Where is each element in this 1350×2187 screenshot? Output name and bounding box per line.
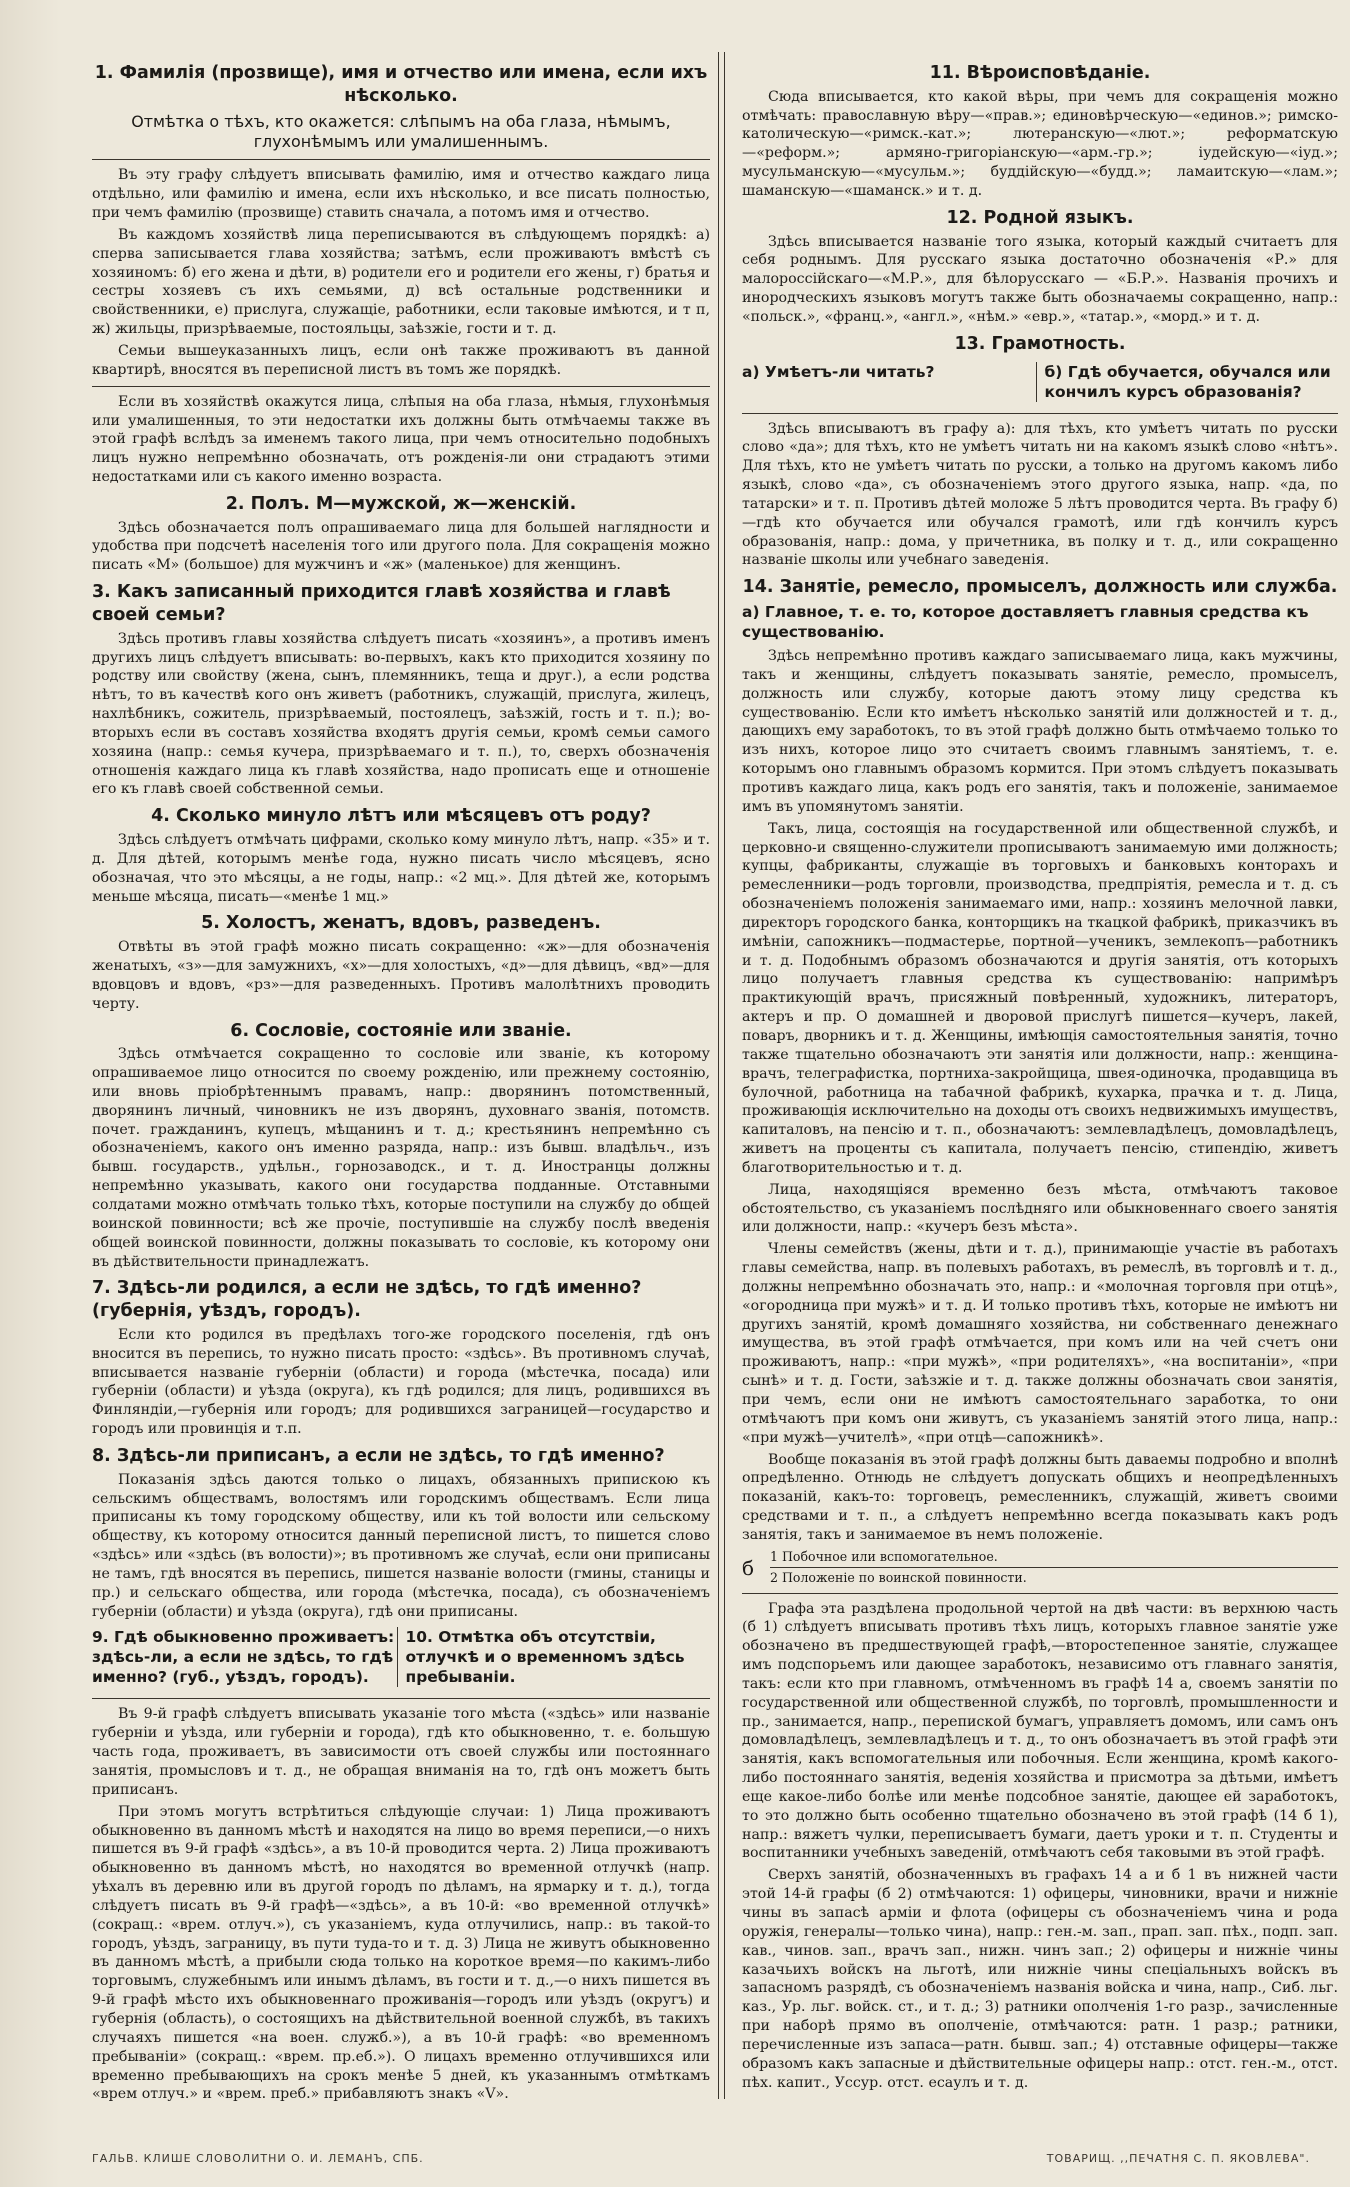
paragraph: Здѣсь непремѣнно противъ каждаго записываемаго лица, какъ мужчины, такъ и женщины, слѣдуетъ показывать занятіе, ремесло, промыселъ, должность или службу, которые даютъ этому лицу средства къ существованію. Если кто имѣетъ нѣсколько занятій или должностей и т. д., дающихъ ему заработокъ, то въ этой графѣ должно быть отмѣчаемо только то изъ нихъ, которое лицо это считаетъ своимъ главнымъ занятіемъ, т. е. которымъ оно главнымъ образомъ кормится. При этомъ слѣдуетъ показывать противъ каждаго лица, какъ родъ его занятія, такъ и положеніе, занимаемое имъ въ упомянутомъ занятіи.	[742, 648, 1338, 815]
paragraph: Здѣсь отмѣчается сокращенно то сословіе или званіе, къ которому опрашиваемое лицо относится по своему рожденію, или прежнему состоянію, или вновь пріобрѣтеннымъ правамъ, напр.: дворянинъ потомственный, дворянинъ личный, чиновникъ не изъ дворянъ, духовнаго званія, потомств. почет. гражданинъ, купецъ, мѣщанинъ и т. д.; крестьянинъ непремѣнно съ обозначеніемъ, какого онъ именно разряда, напр.: изъ бывш. владѣльч., изъ бывш. государств., удѣльн., горнозаводск., и т. д. Иностранцы должны непремѣнно указывать, какого они государства подданные. Отставными солдатами можно отмѣчать только тѣхъ, которые поступили на службу до общей воинской повинности; всѣ же прочіе, поступившіе на службу послѣ введенія общей воинской повинности, должны показывать то сословіе, къ которому они въ дѣйствительности принадлежатъ.	[92, 1046, 710, 1270]
column-divider	[718, 52, 719, 2099]
paragraph: Сюда вписывается, кто какой вѣры, при чемъ для сокращенія можно отмѣчать: православную вѣру—«прав.»; единовѣрческую—«единов.»; римско-католическую—«римск.-кат.»; лютеранскую—«лют.»; реформатскую—«реформ.»; армяно-григоріанскую—«арм.-гр.»; іудейскую—«іуд.»; мусульманскую—«мусульм.»; буддійскую—«будд.»; ламаитскую—«лам.»; шаманскую—«шаманск.» и т. д.	[742, 88, 1338, 199]
left-column	[92, 56, 710, 2127]
section-heading-13a: а) Умѣетъ-ли читать?	[742, 362, 935, 381]
paragraph: Сверхъ занятій, обозначенныхъ въ графахъ 14 а и б 1 въ нижней части этой 14-й графы (б 2) отмѣчаются: 1) офицеры, чиновники, врачи и нижніе чины въ запасѣ арміи и флота (офицеры съ обозначеніемъ чина и рода оружія, генералы—только чина), напр.: ген.-м. зап., прап. зап. пѣх., подп. зап. кав., чинов. зап., врачъ зап., нижн. чинъ зап.; 2) офицеры и нижніе чины казачьихъ войскъ на льготѣ, или нижніе чины спеціальныхъ войскъ въ запасномъ разрядѣ, съ обозначеніемъ названія войска и чина, напр., Сиб. льг. каз., Ур. льг. войск. ст., и т. д.; 3) ратники ополченія 1-го разр., зачисленные при наборѣ прямо въ ополченіе, отмѣчаются: ратн. 1 разр.; ратники, перечисленные изъ запаса—ратн. бывш. зап.; 4) отставные офицеры—также образомъ какъ запасные и дѣйствительные офицеры напр.: отст. ген.-м., отст. пѣх. капит., Уссур. отст. есаулъ и т. д.	[742, 1867, 1338, 2091]
paragraph: Если кто родился въ предѣлахъ того-же городского поселенія, гдѣ онъ вносится въ перепись, то нужно писать просто: «здѣсь». Въ противномъ случаѣ, вписывается названіе губерніи (области) и города (мѣстечка, посада) или губерніи (области) и уѣзда (округа), къ гдѣ родился; для лицъ, родившихся въ Финляндіи,—губернія или городъ; для родившихся заграницей—государство и городъ или провинція и т.п.	[92, 1326, 710, 1438]
rule	[742, 1593, 1338, 1594]
printer-credit-right: ТОВАРИЩ. ,,ПЕЧАТНЯ С. П. ЯКОВЛЕВА".	[1046, 2152, 1310, 2165]
paragraph: Семьи вышеуказанныхъ лицъ, если онѣ также проживаютъ въ данной квартирѣ, вносятся въ переписной листъ въ томъ же порядкѣ.	[92, 342, 710, 378]
section-heading-6: 6. Сословіе, состояніе или званіе.	[230, 1020, 572, 1041]
paragraph: Здѣсь противъ главы хозяйства слѣдуетъ писать «хозяинъ», а противъ именъ другихъ лицъ слѣдуетъ вписывать: во-первыхъ, какъ кто приходится хозяину по родству или свойству (жена, сынъ, племянникъ, теща и друг.), а если родства нѣтъ, то въ качествѣ кого онъ живетъ (работникъ, служащій, прислуга, жилецъ, нахлѣбникъ, сожитель, призрѣваемый, постоялецъ, заѣзжій, гость и т. п.); во-вторыхъ если въ составъ хозяйства входятъ другія семьи, кромѣ семьи самого хозяина (напр.: семья кучера, призрѣваемаго и т. п.), то, сверхъ обозначенія отношенія каждаго лица къ главѣ хозяйства, надо прописать еще и отношеніе его къ главѣ своей собственной семьи.	[92, 630, 710, 798]
paragraph: Такъ, лица, состоящія на государственной или общественной службѣ, и церковно-и священно-служители прописываютъ занимаемую ими должность; купцы, фабриканты, служащіе въ торговыхъ и банковыхъ конторахъ и ремесленники—родъ торговли, производства, предпріятія, ремесла и т. д. съ обозначеніемъ положенія занимаемаго ими, напр.: хозяинъ мелочной лавки, директоръ городского банка, конторщикъ на ткацкой фабрикѣ, приказчикъ въ имѣніи, сапожникъ—подмастерье, портной—ученикъ, землекопъ—работникъ и т. д. Подобнымъ образомъ обозначаются и другія занятія, отъ которыхъ лицо получаетъ главныя средства къ существованію: напримѣръ практикующій врачъ, присяжный повѣренный, художникъ, литераторъ, актеръ и пр. О домашней и дворовой прислугѣ пишется—кучеръ, лакей, поваръ, дворникъ и т. д. Женщины, имѣющія самостоятельныя занятія, точно также тщательно обозначаютъ эти занятія или должности, напр.: женщина-врачъ, телеграфистка, портниха-закройщица, швея-одиночка, продавщица въ булочной, работница на табачной фабрикѣ, кухарка, прачка и т. д. Лица, проживающія исключительно на доходы отъ своихъ недвижимыхъ имуществъ, капиталовъ, на пенсію и т. п., обозначаютъ: землевладѣлецъ, домовладѣлецъ, живетъ на проценты съ капитала, получаетъ пенсію, стипендію, живетъ благотворительностью и т. д.	[742, 820, 1338, 1176]
paragraph: При этомъ могутъ встрѣтиться слѣдующіе случаи: 1) Лица проживаютъ обыкновенно въ данномъ мѣстѣ и находятся на лицо во время переписи,—о нихъ пишется въ 9-й графѣ «здѣсь», а въ 10-й проводится черта. 2) Лица проживаютъ обыкновенно въ данномъ мѣстѣ, но находятся во временной отлучкѣ (напр. уѣхалъ въ деревню или въ другой городъ по дѣламъ, на ярмарку и т. д.), тогда слѣдуетъ писать въ 9-й графѣ—«здѣсь», а въ 10-й: «во временной отлучкѣ» (сокращ.: «врем. отлуч.»), съ указаніемъ, куда отлучились, напр.: въ такой-то городъ, уѣздъ, заграницу, въ пути туда-то и т. д. 3) Лица не живутъ обыкновенно въ данномъ мѣстѣ, а прибыли сюда только на короткое время—по какимъ-либо торговымъ, служебнымъ или инымъ дѣламъ, въ гости и т. д.,—о нихъ пишется въ 9-й графѣ мѣсто ихъ обыкновеннаго проживанія—городъ или уѣздъ (округъ) и губернія (область), о состоящихъ на дѣйствительной военной службѣ, въ такихъ случаяхъ пишется «на воен. служб.»), а въ 10-й графѣ: «во временномъ пребываніи» (сокращ.: «врем. пр.еб.»). О лицахъ временно отлучившихся или временно пребывающихъ на срокъ менѣе 5 дней, къ указаннымъ отмѣткамъ «врем отлуч.» и «врем. преб.» прибавляютъ знакъ «V».	[92, 1803, 710, 2103]
printer-credit-left: ГАЛЬВ. КЛИШЕ СЛОВОЛИТНИ О. И. ЛЕМАНЪ, СПБ.	[92, 2152, 424, 2165]
paragraph: Лица, находящіяся временно безъ мѣста, отмѣчаютъ таковое обстоятельство, съ указаніемъ послѣдняго или обыкновеннаго своего занятія или должности, напр.: «кучеръ безъ мѣста».	[742, 1181, 1338, 1236]
subsection-14b-header	[742, 1549, 1338, 1587]
section-heading-13b: б) Гдѣ обучается, обучался или кончилъ курсъ образованія?	[1036, 362, 1339, 402]
column-divider	[724, 52, 725, 2099]
section-heading-5: 5. Холостъ, женатъ, вдовъ, разведенъ.	[201, 913, 601, 934]
paragraph: Члены семействъ (жены, дѣти и т. д.), принимающіе участіе въ работахъ главы семейства, напр. въ полевыхъ работахъ, въ ремеслѣ, въ торговлѣ и т. д., должны непремѣнно обозначать это, напр.: и «молочная торговля при отцѣ», «огородница при мужѣ» и т. д. И только противъ тѣхъ, которые не имѣютъ ни другихъ занятій, кромѣ домашняго хозяйства, ни собственнаго денежнаго имущества, въ этой графѣ отмѣчается, при комъ или на чей счетъ они проживаютъ, напр.: «при мужѣ», «при родителяхъ», «на воспитаніи», «при сынѣ» и т. д. Гости, заѣзжіе и т. д. также должны обозначать свои занятія, при чемъ, если они не имѣютъ самостоятельнаго заработка, то они отмѣчаютъ при комъ они живутъ, съ указаніемъ занятій этого лица, напр.: «при мужѣ—учителѣ», «при отцѣ—сапожникѣ».	[742, 1241, 1338, 1446]
section-heading-7: 7. Здѣсь-ли родился, а если не здѣсь, то гдѣ именно? (губернія, уѣздъ, городъ).	[92, 1278, 642, 1322]
section-heading-13: 13. Грамотность.	[954, 333, 1126, 354]
paragraph: Здѣсь вписывается названіе того языка, который каждый считаетъ для себя роднымъ. Для русскаго языка достаточно обозначенія «Р.» для малороссійскаго—«М.Р.», для бѣлорусскаго — «Б.Р.». Названія прочихъ и инородческихъ языковъ могутъ также быть обозначаемы сокращенно, напр.: «польск.», «франц.», «англ.», «нѣм.» «евр.», «татар.», «морд.» и т. д.	[742, 233, 1338, 325]
subsection-14b-line-1: 1 Побочное или вспомогательное.	[770, 1549, 1338, 1568]
paragraph: Здѣсь слѣдуетъ отмѣчать цифрами, сколько кому минуло лѣтъ, напр. «35» и т. д. Для дѣтей, которымъ менѣе года, нужно писать число мѣсяцевъ, ясно обозначая, что это мѣсяцы, а не годы, напр.: «2 мц.». Для дѣтей же, которымъ меньше мѣсяца, писать—«менѣе 1 мц.»	[92, 832, 710, 905]
subsection-14b-label: б	[742, 1555, 755, 1580]
split-heading-9-10	[92, 1624, 710, 1692]
section-heading-4: 4. Сколько минуло лѣтъ или мѣсяцевъ отъ роду?	[151, 806, 651, 827]
rule	[92, 1698, 710, 1699]
page-edge-shadow	[0, 0, 60, 2187]
section-subheading-14a: а) Главное, т. е. то, которое доставляетъ главныя средства къ существованію.	[742, 603, 1309, 642]
paragraph: Показанія здѣсь даются только о лицахъ, обязанныхъ припискою къ сельскимъ обществамъ, волостямъ или городскимъ обществамъ. Если лица приписаны къ тому городскому обществу, или къ той волости или сельскому обществу, къ которому относится данный переписной листъ, то пишется слово «здѣсь» или «здѣсь (въ волости)»; въ противномъ же случаѣ, если они приписаны не тамъ, гдѣ вносятся въ перепись, пишется названіе волости (гмины, станицы и пр.) и сельскаго общества, или города (мѣстечка, посада), съ обозначеніемъ губерніи (области) и уѣзда (округа), гдѣ они приписаны.	[92, 1471, 710, 1620]
section-heading-1: 1. Фамилія (прозвище), имя и отчество или имена, если ихъ нѣсколько.	[94, 63, 708, 106]
section-heading-14: 14. Занятіе, ремесло, промыселъ, должность или служба.	[742, 577, 1338, 598]
rule	[92, 386, 710, 387]
section-heading-3: 3. Какъ записанный приходится главѣ хозяйства и главѣ своей семьи?	[92, 582, 671, 625]
paragraph: Здѣсь вписываютъ въ графу а): для тѣхъ, кто умѣетъ читать по русски слово «да»; для тѣхъ, кто не умѣетъ читать ни на какомъ языкѣ слово «нѣтъ». Для тѣхъ, кто не умѣетъ читать по русски, а только на другомъ какомъ либо языкѣ, слово «да», съ обозначеніемъ этого другого языка, напр. «да, по татарски» и т. п. Противъ дѣтей моложе 5 лѣтъ проводится черта. Въ графу б)—гдѣ кто обучается или обучался грамотѣ, или гдѣ кончилъ курсъ образованія, напр.: дома, у причетника, въ полку и т. д., или сокращенно названіе школы или учебнаго заведенія.	[742, 420, 1338, 569]
paragraph: Въ 9-й графѣ слѣдуетъ вписывать указаніе того мѣста («здѣсь» или названіе губерніи и уѣзда, или губерніи и города), гдѣ кто обыкновенно, т. е. большую часть года, проживаетъ, въ зависимости отъ своей службы или постояннаго занятія, промысловъ и т. д., не обращая вниманія на то, гдѣ онъ можетъ быть приписанъ.	[92, 1706, 710, 1798]
paragraph: Отвѣты въ этой графѣ можно писать сокращенно: «ж»—для обозначенія женатыхъ, «з»—для замужнихъ, «х»—для холостыхъ, «д»—для дѣвицъ, «вд»—для вдовцовъ и вдовъ, «рз»—для разведенныхъ. Противъ малолѣтнихъ проводить черту.	[92, 939, 710, 1012]
paragraph: Вообще показанія въ этой графѣ должны быть даваемы подробно и вполнѣ опредѣленно. Отнюдь не слѣдуетъ допускать общихъ и неопредѣленныхъ показаній, какъ-то: торговецъ, ремесленникъ, служащій, живетъ своими средствами и т. п., а слѣдуетъ непремѣнно всегда показывать какъ родъ занятія, такъ и занимаемое въ немъ положеніе.	[742, 1451, 1338, 1543]
section-heading-2: 2. Полъ. М—мужской, ж—женскій.	[225, 493, 577, 514]
section-note-1: Отмѣтка о тѣхъ, кто окажется: слѣпымъ на оба глаза, нѣмымъ, глухонѣмымъ или умалишеннымъ.	[131, 111, 671, 152]
rule	[742, 413, 1338, 414]
subsection-14b-line-2: 2 Положеніе по воинской повинности.	[770, 1570, 1027, 1586]
paragraph: Графа эта раздѣлена продольной чертой на двѣ части: въ верхнюю часть (б 1) слѣдуетъ вписывать противъ тѣхъ лицъ, которыхъ главное занятіе уже обозначено въ предшествующей графѣ,—второстепенное занятіе, служащее имъ подспорьемъ или дающее заработокъ, независимо отъ главнаго занятія, такъ: если кто при главномъ, отмѣченномъ въ графѣ 14 а, своемъ занятіи по государственной или общественной службѣ, по торговлѣ, промышленности и пр., занимается, напр., перепиской бумагъ, управляетъ домомъ, или самъ онъ домовладѣлецъ, землевладѣлецъ и т. д., то онъ обозначаетъ въ этой графѣ эти занятія, какъ вспомогательныя или побочныя. Если женщина, кромѣ какого-либо постояннаго занятія, веденія хозяйства и присмотра за дѣтьми, имѣетъ еще какое-либо болѣе или менѣе подсобное занятіе, дающее ей заработокъ, то это должно быть особенно тщательно обозначено въ этой графѣ (14 б 1), напр.: вяжетъ чулки, переписываетъ бумаги, даетъ уроки и т. п. Студенты и воспитанники учебныхъ заведеній, отмѣчаютъ себя таковыми въ этой графѣ.	[742, 1600, 1338, 1862]
right-column	[742, 56, 1338, 2127]
paragraph: Здѣсь обозначается полъ опрашиваемаго лица для большей наглядности и удобства при подсчетѣ населенія того или другого пола. Для сокращенія можно писать «М» (большое) для мужчинъ и «ж» (маленькое) для женщинъ.	[92, 519, 710, 574]
section-heading-12: 12. Родной языкъ.	[946, 207, 1134, 228]
section-heading-9: 9. Гдѣ обыкновенно проживаетъ: здѣсь-ли, а если не здѣсь, то гдѣ именно? (губ., уѣздъ, городъ).	[92, 1628, 395, 1687]
rule	[92, 159, 710, 160]
split-heading-13	[742, 359, 1338, 407]
paragraph: Въ каждомъ хозяйствѣ лица переписываются въ слѣдующемъ порядкѣ: а) сперва записывается глава хозяйства; затѣмъ, если проживаютъ вмѣстѣ съ хозяиномъ: б) его жена и дѣти, в) родители его и родители его жены, г) братья и сестры хозяевъ съ ихъ семьями, д) всѣ остальные родственники и свойственники, е) прислуга, служащіе, работники, если таковые имѣются, и т п, ж) жильцы, призрѣваемые, постояльцы, заѣзжіе, гости и т. д.	[92, 226, 710, 338]
section-heading-10: 10. Отмѣтка объ отсутствіи, отлучкѣ и о временномъ здѣсь пребываніи.	[397, 1627, 711, 1687]
paragraph: Въ эту графу слѣдуетъ вписывать фамилію, имя и отчество каждаго лица отдѣльно, или фамилію и имена, если ихъ нѣсколько, и все писать полностью, при чемъ фамилію (прозвище) ставить сначала, а потомъ имя и отчество.	[92, 167, 710, 222]
section-heading-8: 8. Здѣсь-ли приписанъ, а если не здѣсь, то гдѣ именно?	[92, 1445, 665, 1466]
section-heading-11: 11. Вѣроисповѣданіе.	[929, 63, 1151, 83]
paragraph: Если въ хозяйствѣ окажутся лица, слѣпыя на оба глаза, нѣмыя, глухонѣмыя или умалишенныя, то эти недостатки ихъ должны быть отмѣчаемы также въ этой графѣ вслѣдъ за именемъ такого лица, при чемъ относительно подобныхъ лицъ нужно непремѣнно обозначать, отъ рожденія-ли они страдаютъ этими недостатками или съ какого именно возраста.	[92, 393, 710, 486]
